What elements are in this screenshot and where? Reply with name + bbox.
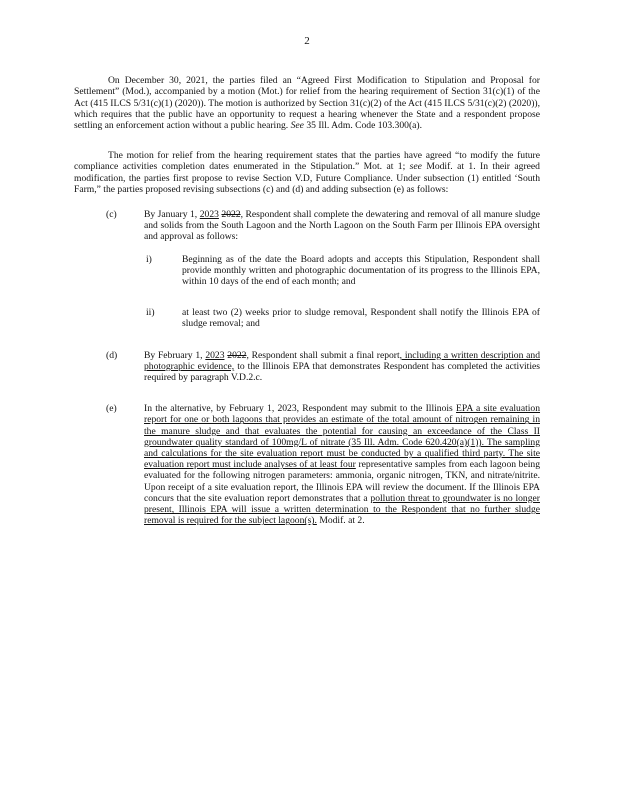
inserted-year: 2023	[199, 209, 219, 221]
inserted-text: , including a written description and photographic evidence,	[144, 349, 541, 372]
subsection-d	[106, 350, 540, 384]
subsection-c	[106, 209, 540, 243]
paragraph-motion	[74, 150, 540, 195]
subsection-c-i	[146, 254, 540, 288]
subsection-c-i-label: i)	[146, 253, 152, 265]
page-number: 2	[304, 35, 310, 47]
subsection-c-ii-label: ii)	[146, 307, 155, 319]
paragraph-intro	[74, 75, 540, 131]
subsection-c-label: (c)	[106, 209, 117, 221]
deleted-year: 2022	[227, 349, 247, 361]
subsection-e-text: In the alternative, by February 1, 2023, Respondent may submit to the Illinois EPA a site evaluation report for one or both lagoons that provides an estimate of the total amount of nitrogen remaining in the manure sludge and that evaluates the potential for causing an exceedance of the Class II groundwater quality standard of 100mg/L of nitrate (35 Ill. Adm. Code 620.420(a)(1)). The sampling and calculations for the site evaluation report must be conducted by a qualified third party. The site evaluation report must include analyses of at least four representative samples from each lagoon being evaluated for the following nitrogen parameters: ammonia, organic nitrogen, TKN, and nitrate/nitrite. Upon receipt of a site evaluation report, the Illinois EPA will review the document. If the Illinois EPA concurs that the site evaluation report demonstrates that a pollution threat to groundwater is no longer present, Illinois EPA will issue a written determination to the Respondent that no further sludge removal is required for the subject lagoon(s). Modif. at 2.	[144, 403, 541, 527]
inserted-text: EPA a site evaluation report for one or both lagoons that provides an estimate of the total amount of nitrogen remaining in the manure sludge and that evaluates the potential for causing an exceedance of the Class II groundwater quality standard of 100mg/L of nitrate (35 Ill. Adm. Code 620.420(a)(1)). The sampling and calculations for the site evaluation report must be conducted by a qualified third party. The site evaluation report must include analyses of at least four	[144, 403, 541, 471]
subsection-c-i-text: Beginning as of the date the Board adopts and accepts this Stipulation, Respondent shall provide monthly written and photographic documentation of its progress to the Illinois EPA, within 10 days of the end of each month; and	[182, 253, 540, 288]
subsection-e-label: (e)	[106, 403, 117, 415]
paragraph-motion-cont: Modif. at 1. In their agreed modification, the parties first propose to revise Section V.D, Future Compliance. Under subsection (1) entitled ‘South Farm,” the parties proposed revising subsections (c) and (d) and adding subsection (e) as follows:	[74, 161, 540, 195]
inserted-text: pollution threat to groundwater is no longer present, Illinois EPA will issue a written determination to the Respondent that no further sludge removal is required for the subject lagoon(s).	[144, 492, 540, 527]
inserted-year: 2023	[205, 349, 225, 361]
subsection-c-ii-text: at least two (2) weeks prior to sludge removal, Respondent shall notify the Illinois EPA of sludge removal; and	[182, 307, 540, 330]
see-signal: See	[290, 120, 304, 132]
see-signal: see	[409, 161, 422, 173]
subsection-d-label: (d)	[106, 349, 118, 361]
deleted-year: 2022	[221, 209, 241, 221]
subsection-e	[106, 403, 540, 526]
subsection-c-ii	[146, 307, 540, 329]
paragraph-intro-cite: 35 Ill. Adm. Code 103.300(a).	[306, 120, 422, 132]
subsection-d-text: By February 1, 2023 2022, Respondent shall submit a final report, including a written description and photographic evidence, to the Illinois EPA that demonstrates Respondent has completed the activities required by paragraph V.D.2.c.	[144, 349, 541, 384]
modification-cite: Modif. at 2.	[319, 515, 365, 527]
paragraph-motion-text: The motion for relief from the hearing requirement states that the parties have agreed “to modify the future compliance activities completion dates enumerated in the Stipulation.” Mot. at 1;	[74, 150, 540, 173]
paragraph-intro-text: On December 30, 2021, the parties filed an “Agreed First Modification to Stipulation and Proposal for Settlement” (Mod.), accompanied by a motion (Mot.) for relief from the hearing requirement of Section 31(c)(1) of the Act (415 ILCS 5/31(c)(1) (2020)). The motion is authorized by Section 31(c)(2) of the Act (415 ILCS 5/31(c)(2) (2020)), which requires that the public have an opportunity to request a hearing whenever the State and a respondent propose settling an enforcement action without a public hearing.	[74, 75, 540, 132]
subsection-c-text: By January 1, 2023 2022, Respondent shall complete the dewatering and removal of all manure sludge and solids from the South Lagoon and the North Lagoon on the South Farm per Illinois EPA oversight and approval as follows:	[144, 209, 540, 243]
